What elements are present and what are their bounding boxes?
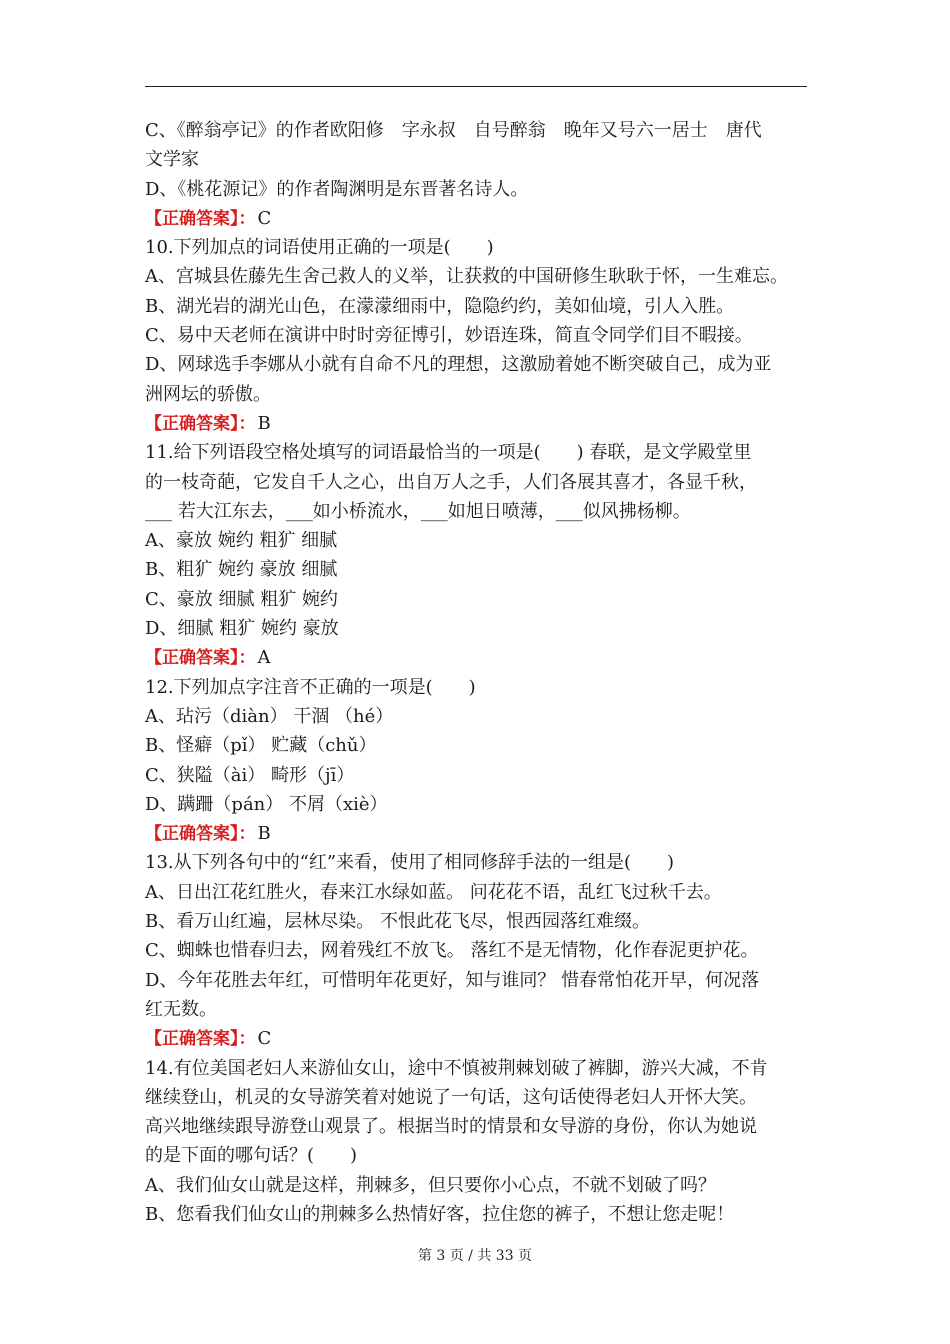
text-line: B、您看我们仙女山的荆棘多么热情好客，拉住您的裤子，不想让您走呢！: [145, 1203, 735, 1225]
correct-answer: [145, 1024, 810, 1053]
page-footer: 第 3 页 / 共 33 页: [417, 1248, 533, 1264]
text-line: C、《醉翁亭记》的作者欧阳修 字永叔 自号醉翁 晚年又号六一居士 唐代: [145, 120, 762, 141]
text-line: 继续登山，机灵的女导游笑着对她说了一句话，这句话使得老妇人开怀大笑。: [145, 1086, 757, 1108]
text-line: B、看万山红遍，层林尽染。 不恨此花飞尽，恨西园落红难缀。: [145, 911, 650, 933]
text-line: A、宫城县佐藤先生舍己救人的义举，让获救的中国研修生耿耿于怀，一生难忘。: [145, 266, 788, 288]
answer-label: 【正确答案】：: [145, 413, 256, 434]
answer-label: 【正确答案】：: [145, 824, 256, 845]
text-line: D、细腻 粗犷 婉约 豪放: [145, 618, 339, 640]
correct-answer: [145, 643, 810, 672]
text-line: A、我们仙女山就是这样，荆棘多，但只要你小心点，不就不划破了吗？: [145, 1174, 716, 1196]
text-line: 高兴地继续跟导游登山观景了。根据当时的情景和女导游的身份，你认为她说: [145, 1116, 757, 1138]
text-line: 10.下列加点的词语使用正确的一项是( ): [145, 237, 494, 259]
text-line: B、湖光岩的湖光山色，在濛濛细雨中，隐隐约约，美如仙境，引人入胜。: [145, 295, 735, 317]
text-line: 12.下列加点字注音不正确的一项是( ): [145, 676, 476, 698]
answer-value: B: [257, 412, 271, 434]
correct-answer: [145, 204, 810, 233]
text-line: 的是下面的哪句话？( ): [145, 1145, 358, 1167]
answer-label: 【正确答案】：: [145, 648, 256, 669]
text-line: D、今年花胜去年红，可惜明年花更好，知与谁同？ 惜春常怕花开早，何况落: [145, 969, 760, 991]
text-line: C、蜘蛛也惜春归去，网着残红不放飞。 落红不是无情物，化作春泥更护花。: [145, 940, 759, 962]
answer-value: C: [257, 207, 272, 229]
text-line: B、粗犷 婉约 豪放 细腻: [145, 559, 338, 581]
correct-answer: [145, 409, 810, 438]
answer-label: 【正确答案】：: [145, 208, 256, 229]
text-line: ___ 若大江东去，___如小桥流水，___如旭日喷薄，___似风拂杨柳。: [145, 500, 691, 522]
text-line: 的一枝奇葩，它发自千人之心，出自万人之手，人们各展其喜才，各显千秋，: [145, 471, 757, 493]
text-line: B、怪癖（pǐ） 贮藏（chǔ）: [145, 735, 377, 757]
correct-answer: [145, 819, 810, 848]
header-rule: [145, 86, 807, 87]
text-line: A、日出江花红胜火，春来江水绿如蓝。 问花花不语，乱红飞过秋千去。: [145, 881, 722, 903]
text-line: A、玷污（diàn） 干涸 （hé）: [145, 705, 394, 727]
text-line: 13.从下列各句中的“红”来看，使用了相同修辞手法的一组是( ): [145, 852, 675, 874]
answer-value: B: [257, 823, 271, 845]
text-line: 14.有位美国老妇人来游仙女山，途中不慎被荆棘划破了裤脚，游兴大减，不肯: [145, 1057, 768, 1079]
text-line: 洲网坛的骄傲。: [145, 383, 271, 405]
text-line: D、网球选手李娜从小就有自命不凡的理想，这激励着她不断突破自己，成为亚: [145, 354, 772, 376]
text-line: D、《桃花源记》的作者陶渊明是东晋著名诗人。: [145, 178, 529, 200]
text-line: 红无数。: [145, 998, 217, 1020]
answer-value: C: [257, 1028, 272, 1050]
text-line: 文学家: [145, 149, 199, 171]
text-line: C、易中天老师在演讲中时时旁征博引，妙语连珠，简直令同学们目不暇接。: [145, 325, 753, 347]
answer-value: A: [257, 647, 271, 669]
text-line: C、豪放 细腻 粗犷 婉约: [145, 588, 338, 610]
text-line: D、蹒跚（pán） 不屑（xiè）: [145, 793, 388, 815]
text-line: C、狭隘（ài） 畸形（jī）: [145, 764, 355, 786]
answer-label: 【正确答案】：: [145, 1029, 256, 1050]
text-line: 11.给下列语段空格处填写的词语最恰当的一项是( ) 春联，是文学殿堂里: [145, 442, 752, 464]
text-line: A、豪放 婉约 粗犷 细腻: [145, 530, 338, 552]
document-body: [145, 116, 810, 1229]
